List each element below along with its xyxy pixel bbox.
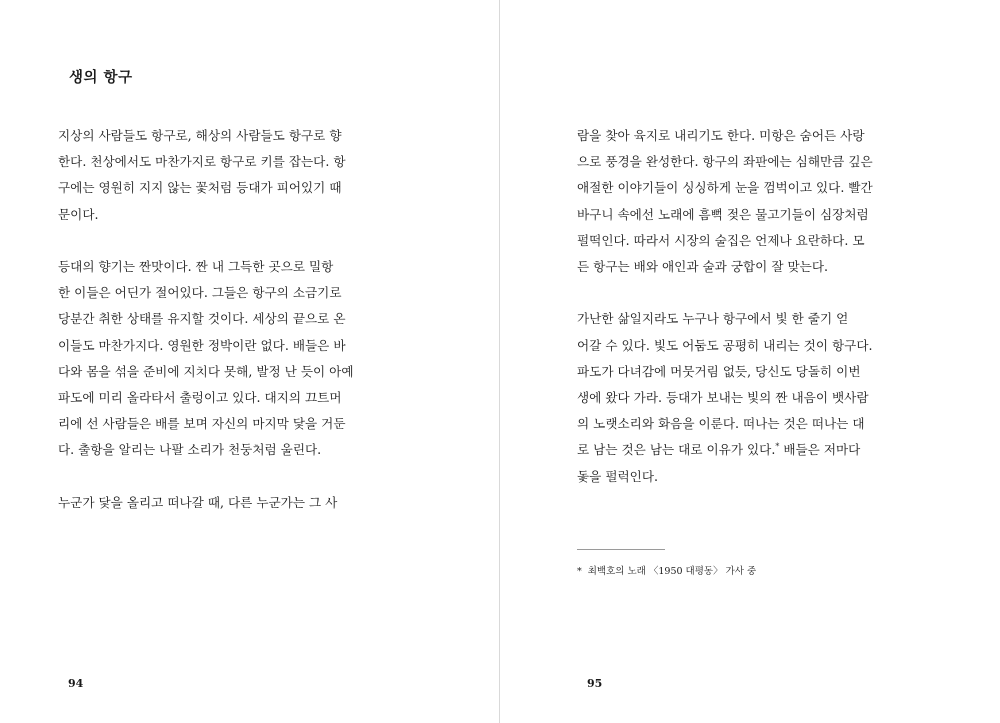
text-line: 이들도 마찬가지다. 영원한 정박이란 없다. 배들은 바 xyxy=(58,337,346,353)
text-line: 한다. 천상에서도 마찬가지로 항구로 키를 잡는다. 항 xyxy=(58,154,346,170)
text-line: 생에 왔다 가라. 등대가 보내는 빛의 짠 내음이 뱃사람 xyxy=(577,390,869,406)
paragraph-gap xyxy=(577,280,849,306)
text-line: 문이다. xyxy=(58,206,99,222)
paragraph xyxy=(58,490,338,516)
paragraph xyxy=(58,123,346,228)
footnote-separator xyxy=(577,549,665,550)
text-line: 다. 출항을 알리는 나팔 소리가 천둥처럼 울린다. xyxy=(58,442,322,458)
text-line: 으로 풍경을 완성한다. 항구의 좌판에는 심해만큼 깊은 xyxy=(577,154,873,170)
text-line-with-footnote-mark xyxy=(577,437,861,463)
paragraph-gap xyxy=(58,228,330,254)
text-line: 리에 선 사람들은 배를 보며 자신의 마지막 닻을 거둔 xyxy=(58,416,346,432)
text-segment: 로 남는 것은 남는 대로 이유가 있다. xyxy=(577,442,776,458)
text-line: 파도가 다녀감에 머뭇거림 없듯, 당신도 당돌히 이번 xyxy=(577,363,861,379)
paragraph xyxy=(58,254,354,464)
text-line: 펄떡인다. 따라서 시장의 술집은 언제나 요란하다. 모 xyxy=(577,232,865,248)
right-body-text xyxy=(577,123,873,490)
left-body-text xyxy=(58,123,354,516)
text-segment: 배들은 저마다 xyxy=(779,442,861,458)
paragraph-gap xyxy=(58,464,330,490)
paragraph xyxy=(577,123,873,280)
text-line: 누군가 닻을 올리고 떠나갈 때, 다른 누군가는 그 사 xyxy=(58,494,338,510)
text-line: 지상의 사람들도 항구로, 해상의 사람들도 항구로 향 xyxy=(58,128,342,143)
text-line: 어갈 수 있다. 빛도 어둠도 공평히 내리는 것이 항구다. xyxy=(577,337,873,353)
page-number: 95 xyxy=(587,677,603,690)
text-line: 애절한 이야기들이 싱싱하게 눈을 껌벅이고 있다. 빨간 xyxy=(577,180,873,196)
footnote-reference-mark[interactable]: * xyxy=(775,442,780,452)
paragraph xyxy=(577,306,873,489)
chapter-title: 생의 항구 xyxy=(69,69,133,86)
footnote-text: 최백호의 노래 〈1950 대평동〉 가사 중 xyxy=(587,566,757,577)
right-page xyxy=(500,0,1000,723)
text-line: 파도에 미리 올라타서 출렁이고 있다. 대지의 끄트머 xyxy=(58,390,342,406)
text-line: 든 항구는 배와 애인과 술과 궁합이 잘 맞는다. xyxy=(577,259,829,275)
text-line: 다와 몸을 섞을 준비에 지치다 못해, 발정 난 듯이 아예 xyxy=(58,363,354,379)
text-line: 바구니 속에선 노래에 흠뻑 젖은 물고기들이 심장처럼 xyxy=(577,206,869,222)
text-line: 한 이들은 어딘가 절어있다. 그들은 항구의 소금기로 xyxy=(58,285,342,301)
text-line: 돛을 펄럭인다. xyxy=(577,468,658,484)
page-number: 94 xyxy=(68,677,84,690)
text-line: 당분간 취한 상태를 유지할 것이다. 세상의 끝으로 온 xyxy=(58,311,346,327)
text-line: 구에는 영원히 지지 않는 꽃처럼 등대가 피어있기 때 xyxy=(58,180,342,196)
text-line: 가난한 삶일지라도 누구나 항구에서 빛 한 줄기 얻 xyxy=(577,311,849,327)
text-line: 람을 찾아 육지로 내리기도 한다. 미항은 숨어든 사랑 xyxy=(577,128,865,143)
left-page xyxy=(0,0,499,723)
footnote xyxy=(577,563,756,577)
text-line: 의 노랫소리와 화음을 이룬다. 떠나는 것은 떠나는 대 xyxy=(577,416,865,432)
text-line: 등대의 향기는 짠맛이다. 짠 내 그득한 곳으로 밀항 xyxy=(58,259,334,274)
footnote-mark: * xyxy=(577,566,582,577)
